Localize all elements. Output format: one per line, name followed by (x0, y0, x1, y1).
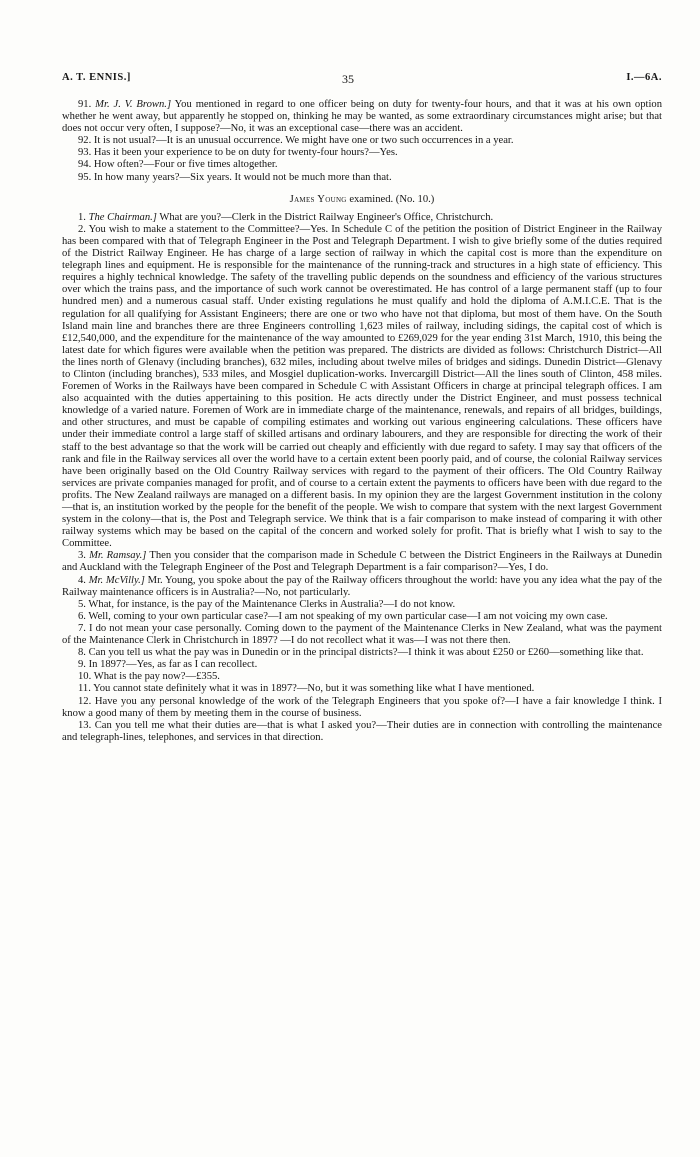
running-header (62, 72, 662, 86)
question-number: 3. (78, 550, 86, 562)
question-number: 10. (78, 671, 92, 683)
question-number: 2. (78, 223, 86, 235)
testimony-paragraph (62, 99, 662, 135)
speaker-name: Mr. McVilly.] (88, 574, 145, 586)
testimony-paragraph (62, 659, 662, 671)
testimony-paragraph (62, 599, 662, 611)
question-answer-text: You cannot state definitely what it was in 1897?—No, but it was something like what I have mentioned. (93, 683, 535, 695)
testimony-paragraph (62, 575, 662, 599)
question-answer-text: How often?—Four or five times altogether. (93, 159, 278, 171)
question-answer-text: It is not usual?—It is an unusual occurrence. We might have one or two such occurrences in a year. (93, 135, 514, 147)
page-number: 35 (342, 72, 354, 86)
question-answer-text: What, for instance, is the pay of the Maintenance Clerks in Australia?—I do not know. (88, 598, 456, 610)
witness-heading-rest: examined. (No. 10.) (349, 193, 435, 205)
question-number: 5. (78, 598, 86, 610)
question-answer-text: I do not mean your case personally. Coming down to the payment of the Maintenance Clerks in New Zealand, what was the payment of the Maintenance Clerk in Christchurch in 1897? —I do not recollect what it was—I was not there then. (62, 622, 662, 647)
question-number: 94. (78, 159, 92, 171)
witness-name: James Young (289, 193, 347, 205)
testimony-paragraph (62, 671, 662, 683)
question-number: 11. (78, 683, 91, 695)
question-answer-text: Has it been your experience to be on duty for twenty-four hours?—Yes. (93, 147, 398, 159)
question-answer-text: Can you tell us what the pay was in Dunedin or in the principal districts?—I think it was about £250 or £260—something like that. (88, 647, 644, 659)
question-number: 92. (78, 135, 92, 147)
question-answer-text: You wish to make a statement to the Committee?—Yes. In Schedule C of the petition the position of District Engineer in the Railway has been compared with that of Telegraph Engineer in the Post and Telegraph Department. I wish to give briefly some of the duties required of the District Railway Engineer. He has charge of a large section of railway in which the capital cost is more than the expenditure on telegraph lines and equipment. He is responsible for the maintenance of the running-track and structures in a high state of efficiency. This requires a highly technical knowledge. The safety of the travelling public depends on the soundness and efficiency of the various structures over which the trains pass, and the importance of such work cannot be overestimated. He has control of a large permanent staff (up to four hundred men) and a numerous casual staff. Under existing regulations he must qualify and hold the diploma of A.M.I.C.E. That is the regulation for all qualifying for Assistant Engineers; there are one or two who have not that diploma, but most of them have. On the South Island main line and branches there are three Engineers controlling 1,623 miles of railway, including sidings, the capital cost of which is £12,540,000, and the expenditure for the maintenance of the way amounted to £269,029 for the year ending 31st March, 1910, this being the latest date for which figures were available when the petition was prepared. The districts are divided as follows: Christchurch District—All the lines north of Glenavy (including branches), 632 miles, including about twelve miles of bridges and sidings. Dunedin District—Glenavy to Clinton (including branches), 533 miles, and Mosgiel duplication-works. Invercargill District—All the lines south of Clinton, 458 miles. Foremen of Works in the Railways have been compared in Schedule C with Assistant Officers in charge at principal telegraph offices. I am also acquainted with the duties appertaining to this position. He acts directly under the District Engineer, and must possess technical knowledge of a varied nature. Foremen of Work are in immediate charge of the maintenance, renewals, and repairs of all bridges, buildings, and other structures, and must be capable of compiling estimates and working out various engineering calculations. These officers have under their immediate control a large staff of skilled artisans and ordinary labourers, and they are responsible for directing the work of their staff to the best advantage so that the work will be carried out cheaply and efficiently with due regard to safety. I may say that officers of the rank and file in the Railway services all over the world have to a certain extent been poorly paid, and of course, the colonial Railway services have been originally based on the Old Country Railway services with regard to the payment of their officers. The Old Country Railway services are private companies managed for profit, and of course to a certain extent the payments to officers have been with due regard to the profits. The New Zealand railways are managed on a different basis. In my opinion they are the largest Government institution in the colony—that is, an institution worked by the people for the benefit of the people. We wish to compare that system with the next largest Government system in the colony—that is, the Post and Telegraph service. We think that is a fair comparison to make instead of comparing it with other railway systems which may be based on the capital of the concern and worked solely for profit. That is briefly what I wish to say to the Committee. (62, 223, 662, 550)
question-number: 93. (78, 147, 92, 159)
testimony-paragraph (62, 135, 662, 147)
question-number: 95. (78, 171, 92, 183)
header-right: I.—6A. (626, 72, 662, 83)
testimony-paragraph (62, 623, 662, 647)
question-answer-text: Can you tell me what their duties are—that is what I asked you?—Their duties are in connection with controlling the maintenance and telegraph-lines, telephones, and services in that direction. (62, 719, 662, 743)
witness-heading (62, 194, 662, 206)
question-answer-text: What is the pay now?—£355. (93, 671, 220, 683)
testimony-block-2 (62, 212, 662, 744)
question-answer-text: In 1897?—Yes, as far as I can recollect. (88, 659, 258, 671)
document-body (62, 99, 662, 744)
testimony-paragraph (62, 647, 662, 659)
question-answer-text: Then you consider that the comparison made in Schedule C between the District Engineers in the Railways at Dunedin and Auckland with the Telegraph Engineer of the Post and Telegraph Department is a fair comparison?—Yes, I do. (62, 550, 662, 574)
question-answer-text: Well, coming to your own particular case?—I am not speaking of my own particular case—I am not voicing my own case. (88, 610, 608, 622)
header-left: A. T. ENNIS.] (62, 72, 131, 83)
question-answer-text: What are you?—Clerk in the District Railway Engineer's Office, Christchurch. (156, 211, 494, 223)
question-number: 7. (78, 622, 86, 634)
question-answer-text: In how many years?—Six years. It would not be much more than that. (93, 171, 392, 183)
testimony-block-1 (62, 99, 662, 184)
testimony-paragraph (62, 159, 662, 171)
question-number: 9. (78, 659, 86, 671)
testimony-paragraph (62, 224, 662, 551)
speaker-name: Mr. Ramsay.] (89, 550, 147, 562)
question-number: 12. (78, 695, 92, 707)
question-number: 4. (78, 574, 86, 586)
question-number: 13. (78, 719, 92, 731)
testimony-paragraph (62, 696, 662, 720)
question-answer-text: You mentioned in regard to one officer being on duty for twenty-four hours, and that it was at his own option whether he went away, but apparently he stopped on, thinking he may be wanted, as some extraordinary circumstances might arise; but that does not occur very often, I suppose?—No, it was an exceptional case—there was an accident. (62, 99, 662, 135)
question-number: 1. (78, 211, 86, 223)
question-answer-text: Mr. Young, you spoke about the pay of the Railway officers throughout the world: have you any idea what the pay of the Railway maintenance officers is in Australia?—No, not particularly. (62, 574, 662, 598)
testimony-paragraph (62, 172, 662, 184)
question-number: 6. (78, 610, 86, 622)
testimony-paragraph (62, 212, 662, 224)
question-answer-text: Have you any personal knowledge of the work of the Telegraph Engineers that you spoke of?—I have a fair knowledge I think. I know a good many of them by meeting them in the course of business. (62, 695, 662, 719)
testimony-paragraph (62, 720, 662, 744)
testimony-paragraph (62, 147, 662, 159)
testimony-paragraph (62, 683, 662, 695)
testimony-paragraph (62, 611, 662, 623)
question-number: 8. (78, 647, 86, 659)
speaker-name: The Chairman.] (88, 211, 157, 223)
question-number: 91. (78, 99, 92, 110)
testimony-paragraph (62, 550, 662, 574)
speaker-name: Mr. J. V. Brown.] (95, 99, 172, 110)
